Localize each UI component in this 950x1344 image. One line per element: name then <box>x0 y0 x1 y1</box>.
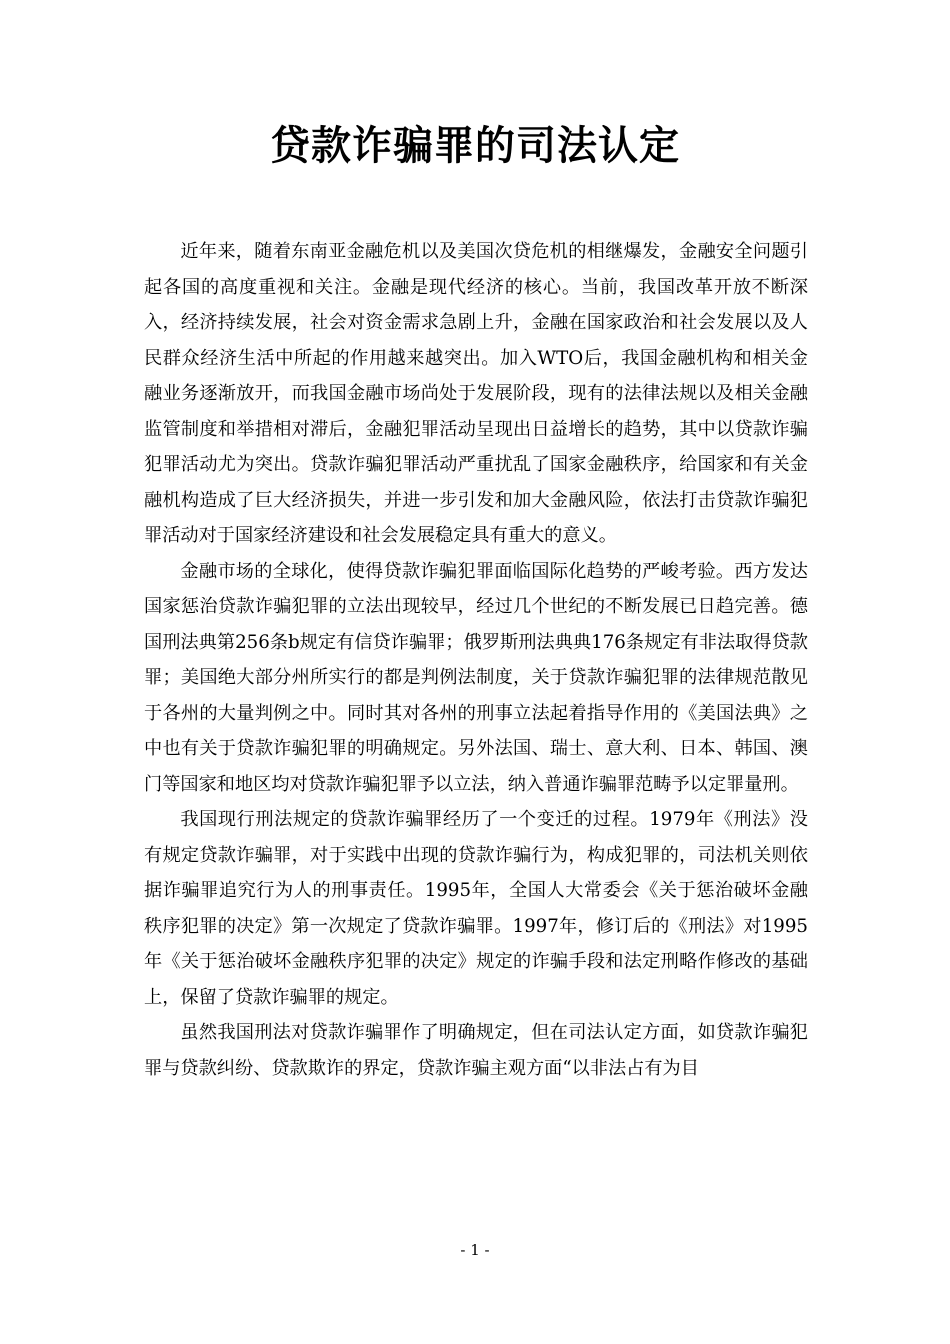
paragraph-4: 虽然我国刑法对贷款诈骗罪作了明确规定，但在司法认定方面，如贷款诈骗犯罪与贷款纠纷、贷款欺诈的界定，贷款诈骗主观方面“以非法占有为目 <box>144 1022 808 1079</box>
paragraph-1: 近年来，随着东南亚金融危机以及美国次贷危机的相继爆发，金融安全问题引起各国的高度重视和关注。金融是现代经济的核心。当前，我国改革开放不断深入，经济持续发展，社会对资金需求急剧上升，金融在国家政治和社会发展以及人民群众经济生活中所起的作用越来越突出。加入WTO后，我国金融机构和相关金融业务逐渐放开，而我国金融市场尚处于发展阶段，现有的法律法规以及相关金融监管制度和举措相对滞后，金融犯罪活动呈现出日益增长的趋势，其中以贷款诈骗犯罪活动尤为突出。贷款诈骗犯罪活动严重扰乱了国家金融秩序，给国家和有关金融机构造成了巨大经济损失，并进一步引发和加大金融风险，依法打击贷款诈骗犯罪活动对于国家经济建设和社会发展稳定具有重大的意义。 <box>144 241 808 546</box>
document-body <box>144 234 808 1086</box>
page-number: - 1 - <box>460 1241 490 1259</box>
document-title: 贷款诈骗罪的司法认定 <box>270 122 680 169</box>
paragraph-2: 金融市场的全球化，使得贷款诈骗犯罪面临国际化趋势的严峻考验。西方发达国家惩治贷款诈骗犯罪的立法出现较早，经过几个世纪的不断发展已日趋完善。德国刑法典第256条b规定有信贷诈骗罪；俄罗斯刑法典典176条规定有非法取得贷款罪；美国绝大部分州所实行的都是判例法制度，关于贷款诈骗犯罪的法律规范散见于各州的大量判例之中。同时其对各州的刑事立法起着指导作用的《美国法典》之中也有关于贷款诈骗犯罪的明确规定。另外法国、瑞士、意大利、日本、韩国、澳门等国家和地区均对贷款诈骗犯罪予以立法，纳入普通诈骗罪范畴予以定罪量刑。 <box>144 560 808 795</box>
paragraph-3: 我国现行刑法规定的贷款诈骗罪经历了一个变迁的过程。1979年《刑法》没有规定贷款诈骗罪，对于实践中出现的贷款诈骗行为，构成犯罪的，司法机关则依据诈骗罪追究行为人的刑事责任。1995年，全国人大常委会《关于惩治破坏金融秩序犯罪的决定》第一次规定了贷款诈骗罪。1997年，修订后的《刑法》对1995年《关于惩治破坏金融秩序犯罪的决定》规定的诈骗手段和法定刑略作修改的基础上，保留了贷款诈骗罪的规定。 <box>144 809 808 1008</box>
